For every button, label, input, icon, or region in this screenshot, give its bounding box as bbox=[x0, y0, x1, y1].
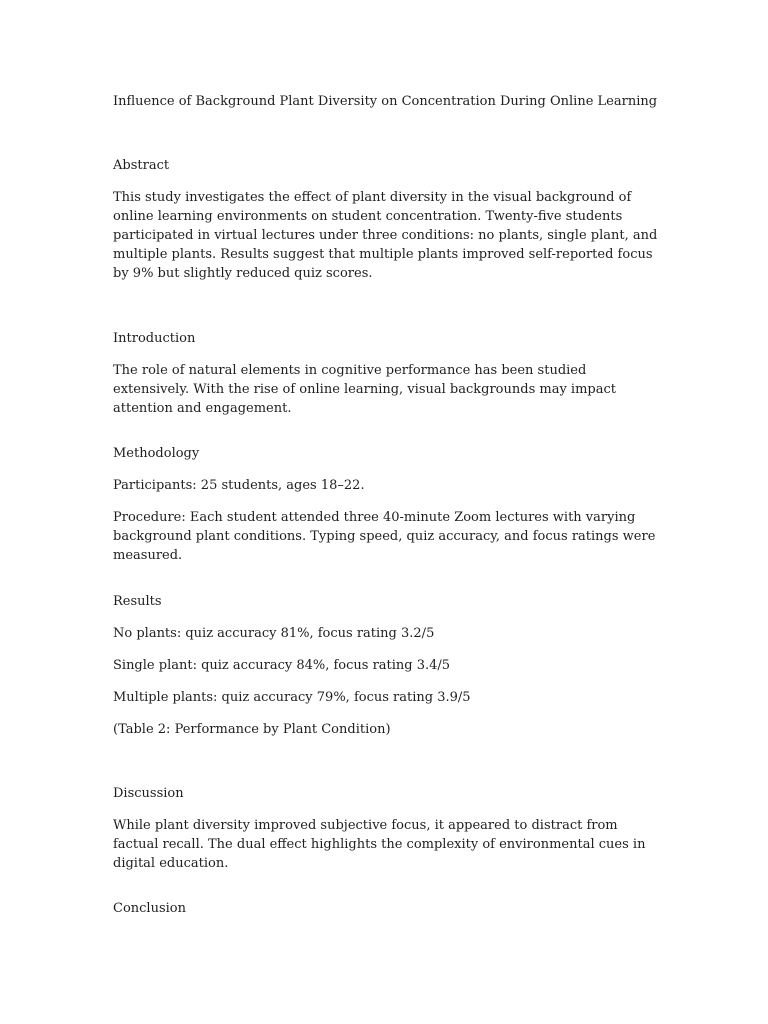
table-reference: (Table 2: Performance by Plant Condition) bbox=[113, 722, 391, 737]
discussion-heading: Discussion bbox=[113, 786, 184, 801]
introduction-text: The role of natural elements in cognitive performance has been studied extensively. With the rise of online learning, visual backgrounds may impact attention and engagement. bbox=[113, 363, 616, 416]
abstract-text: This study investigates the effect of plant diversity in the visual background of online learning environments on student concentration. Twenty-five students participated in virtual lectures under three conditions: no plants, single plant, and multiple plants. Results suggest that multiple plants improved self-reported focus by 9% but slightly reduced quiz scores. bbox=[113, 190, 658, 281]
results-item-single-plant: Single plant: quiz accuracy 84%, focus rating 3.4/5 bbox=[113, 658, 451, 673]
introduction-heading: Introduction bbox=[113, 331, 196, 346]
discussion-text: While plant diversity improved subjective focus, it appeared to distract from factual recall. The dual effect highlights the complexity of environmental cues in digital education. bbox=[113, 818, 646, 871]
results-heading: Results bbox=[113, 594, 162, 609]
results-item-multiple-plants: Multiple plants: quiz accuracy 79%, focus rating 3.9/5 bbox=[113, 690, 471, 705]
methodology-procedure: Procedure: Each student attended three 40-minute Zoom lectures with varying background plant conditions. Typing speed, quiz accuracy, and focus ratings were measured. bbox=[113, 510, 656, 563]
methodology-heading: Methodology bbox=[113, 446, 200, 461]
results-item-no-plants: No plants: quiz accuracy 81%, focus rating 3.2/5 bbox=[113, 626, 435, 641]
conclusion-heading: Conclusion bbox=[113, 901, 186, 916]
document-title: Influence of Background Plant Diversity on Concentration During Online Learning bbox=[113, 94, 658, 109]
methodology-participants: Participants: 25 students, ages 18–22. bbox=[113, 478, 365, 493]
abstract-heading: Abstract bbox=[113, 158, 170, 173]
